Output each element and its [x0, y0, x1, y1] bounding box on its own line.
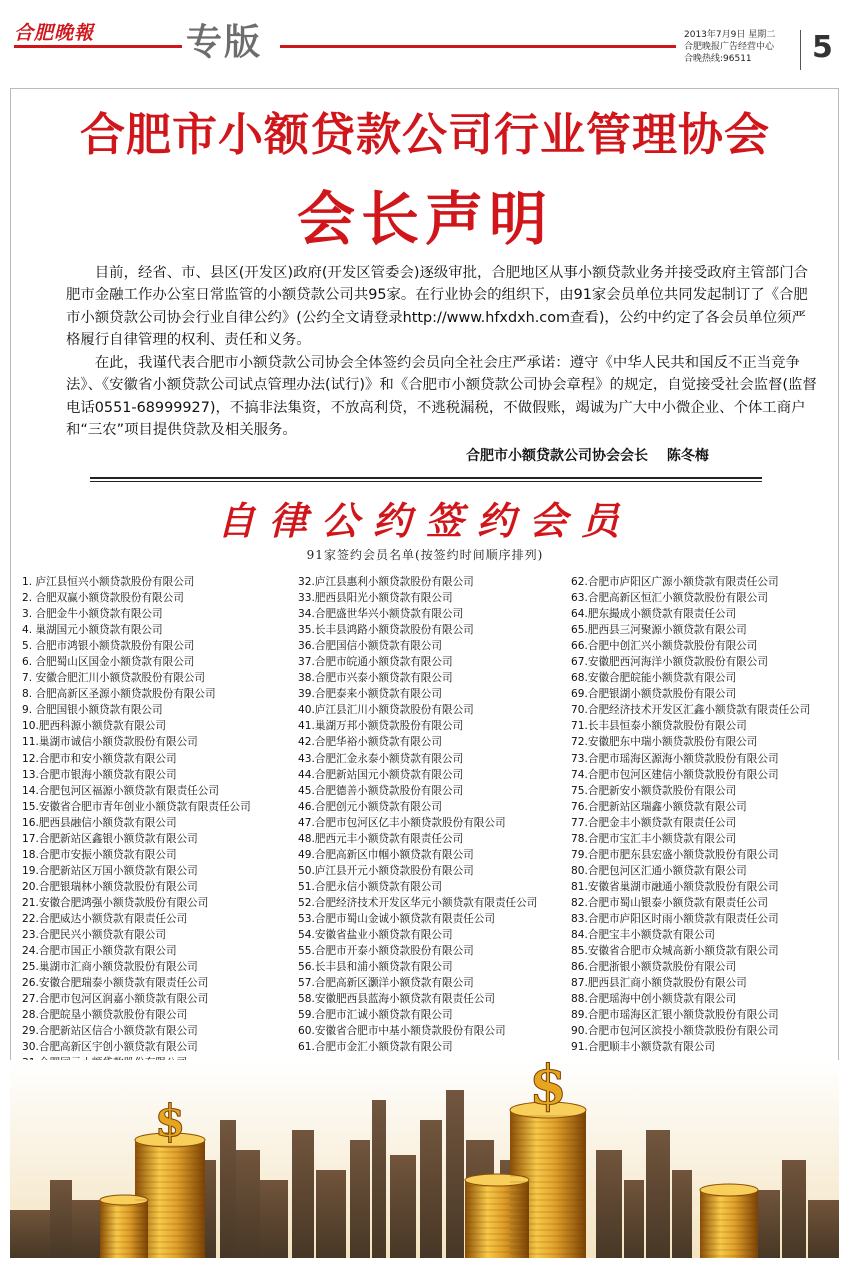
member-item: 41.巢湖万邦小额贷款股份有限公司 — [298, 720, 464, 733]
member-item: 62.合肥市庐阳区广源小额贷款有限责任公司 — [571, 576, 779, 588]
member-item: 25.巢湖市汇商小额贷款股份有限公司 — [22, 961, 198, 974]
member-item: 35.长丰县鸿路小额贷款股份有限公司 — [298, 624, 474, 637]
member-item: 22.合肥威达小额贷款有限责任公司 — [22, 912, 188, 925]
member-item: 70.合肥经济技术开发区汇鑫小额贷款有限责任公司 — [571, 704, 811, 717]
member-item: 44.合肥新站国元小额贷款有限公司 — [298, 768, 464, 781]
member-item: 42.合肥华裕小额贷款有限公司 — [298, 736, 442, 749]
member-item: 20.合肥银瑞林小额贷款股份有限公司 — [22, 880, 198, 893]
member-item: 19.合肥新站区万国小额贷款有限公司 — [22, 864, 198, 877]
signature: 合肥市小额贷款公司协会会长 陈冬梅 — [466, 448, 709, 464]
member-item: 71.长丰县恒泰小额贷款股份有限公司 — [571, 720, 747, 733]
member-item: 3. 合肥金牛小额贷款有限公司 — [22, 608, 163, 621]
member-item: 9. 合肥国银小额贷款有限公司 — [22, 704, 163, 717]
member-item: 37.合肥市皖通小额贷款有限公司 — [298, 656, 453, 669]
member-item: 49.合肥高新区巾帼小额贷款有限公司 — [298, 848, 474, 861]
member-item: 88.合肥瑶海中创小额贷款有限公司 — [571, 993, 737, 1006]
member-item: 79.合肥市肥东县宏盛小额贷款股份有限公司 — [571, 848, 779, 861]
masthead-info — [684, 29, 775, 65]
newspaper-logo: 合肥晚報 — [14, 22, 95, 44]
dollar-icon: $ — [154, 1096, 186, 1147]
member-item: 74.合肥市包河区建信小额贷款股份有限公司 — [571, 768, 779, 781]
member-item: 80.合肥包河区汇通小额贷款有限公司 — [571, 864, 747, 877]
statement-paragraph-1: 目前，经省、市、县区(开发区)政府(开发区管委会)逐级审批，合肥地区从事小额贷款业务并接受政府主管部门合肥市金融工作办公室日常监管的小额贷款公司共95家。在行业协会的组织下，由91家会员单位共同发起制订了《合肥市小额贷款公司协会行业自律公约》(公约全文请登录http://www.hfxdxh.com查看)，公约中约定了各会员单位须严格履行自律管理的权利、责任和义务。 — [66, 265, 808, 349]
divider-rule-thin — [90, 481, 762, 482]
member-item: 13.合肥市银海小额贷款有限公司 — [22, 768, 177, 781]
member-item: 83.合肥市庐阳区时雨小额贷款有限责任公司 — [571, 912, 779, 925]
member-item: 73.合肥市瑶海区源海小额贷款股份有限公司 — [571, 752, 779, 765]
member-item: 5. 合肥市鸿银小额贷款股份有限公司 — [22, 640, 195, 653]
member-item: 24.合肥市国正小额贷款有限公司 — [22, 945, 177, 958]
member-item: 17.合肥新站区鑫银小额贷款有限公司 — [22, 832, 198, 845]
member-item: 77.合肥金丰小额贷款有限责任公司 — [571, 816, 737, 829]
page-number: 5 — [812, 30, 833, 65]
member-item: 46.合肥创元小额贷款有限公司 — [298, 800, 442, 813]
member-item: 30.合肥高新区宇创小额贷款有限公司 — [22, 1041, 198, 1054]
member-item: 4. 巢湖国元小额贷款有限公司 — [22, 624, 163, 637]
headline-line2: 会长声明 — [296, 185, 553, 253]
member-item: 78.合肥市宝汇丰小额贷款有限公司 — [571, 832, 737, 845]
member-item: 34.合肥盛世华兴小额贷款有限公司 — [298, 608, 464, 621]
member-item: 18.合肥市安振小额贷款有限公司 — [22, 848, 177, 861]
member-item: 56.长丰县和浦小额贷款有限公司 — [298, 961, 453, 974]
member-item: 75.合肥新安小额贷款股份有限公司 — [571, 784, 737, 797]
member-item: 64.肥东撮成小额贷款有限责任公司 — [571, 608, 737, 621]
skyline-illustration — [10, 1060, 839, 1258]
member-item: 11.巢湖市诚信小额贷款股份有限公司 — [22, 736, 198, 749]
members-column-3 — [571, 574, 810, 1055]
member-item: 89.合肥市瑶海区汇银小额贷款股份有限公司 — [571, 1009, 779, 1022]
member-item: 27.合肥市包河区润嘉小额贷款有限公司 — [22, 993, 209, 1006]
member-item: 23.合肥民兴小额贷款有限公司 — [22, 929, 166, 942]
member-item: 6. 合肥蜀山区国金小额贷款有限公司 — [22, 656, 195, 669]
member-item: 12.合肥市和安小额贷款有限公司 — [22, 752, 177, 765]
masthead-rule-left — [14, 45, 182, 48]
member-item: 90.合肥市包河区滨投小额贷款股份有限公司 — [571, 1025, 779, 1038]
statement-paragraph-2: 在此，我谨代表合肥市小额贷款公司协会全体签约会员向全社会庄严承诺：遵守《中华人民共和国反不正当竞争法》、《安徽省小额贷款公司试点管理办法(试行)》和《合肥市小额贷款公司协会章程》的规定，自觉接受社会监督(监督电话0551-68999927)，不搞非法集资，不放高利贷，不逃税漏税，不做假账，竭诚为广大中小微企业、个体工商户和“三农”项目提供贷款及相关服务。 — [66, 355, 817, 439]
member-item: 61.合肥市金汇小额贷款有限公司 — [298, 1041, 453, 1054]
member-item: 51.合肥永信小额贷款有限公司 — [298, 880, 442, 893]
member-item: 57.合肥高新区灏洋小额贷款有限公司 — [298, 977, 474, 990]
member-item: 36.合肥国信小额贷款有限公司 — [298, 640, 442, 653]
member-item: 67.安徽肥西河海洋小额贷款股份有限公司 — [571, 656, 768, 669]
member-item: 21.安徽合肥鸿强小额贷款股份有限公司 — [22, 896, 209, 909]
members-column-1 — [22, 574, 251, 1071]
member-item: 26.安徽合肥瑞泰小额贷款有限责任公司 — [22, 977, 209, 990]
masthead-rule-right — [280, 45, 676, 48]
ad-department: 合肥晚报广告经营中心 — [684, 42, 775, 52]
members-title: 自律公约签约会员 — [216, 498, 633, 543]
member-item: 48.肥西元丰小额贷款有限责任公司 — [298, 832, 464, 845]
member-item: 66.合肥中创汇兴小额贷款股份有限公司 — [571, 640, 758, 653]
member-item: 68.安徽合肥皖能小额贷款有限公司 — [571, 672, 737, 685]
member-item: 53.合肥市蜀山金诚小额贷款有限责任公司 — [298, 912, 495, 925]
member-item: 32.庐江县惠利小额贷款股份有限公司 — [298, 576, 474, 588]
member-item: 39.合肥泰来小额贷款有限公司 — [298, 688, 442, 701]
divider-rule — [90, 477, 762, 479]
member-item: 60.安徽省合肥市中基小额贷款股份有限公司 — [298, 1025, 506, 1038]
headline-line1: 合肥市小额贷款公司行业管理协会 — [79, 108, 770, 161]
dollar-icon: $ — [529, 1060, 567, 1117]
member-item: 14.合肥包河区福源小额贷款有限责任公司 — [22, 784, 219, 797]
member-item: 1. 庐江县恒兴小额贷款股份有限公司 — [22, 576, 195, 588]
member-item: 82.合肥市蜀山银泰小额贷款有限责任公司 — [571, 896, 768, 909]
member-item: 55.合肥市开泰小额贷款股份有限公司 — [298, 945, 474, 958]
members-note: 91家签约会员名单(按签约时间顺序排列) — [306, 548, 544, 562]
member-item: 85.安徽省合肥市众城高新小额贷款有限公司 — [571, 945, 779, 958]
member-item: 40.庐江县汇川小额贷款股份有限公司 — [298, 704, 474, 717]
member-item: 29.合肥新站区信合小额贷款有限公司 — [22, 1025, 198, 1038]
member-item: 84.合肥宝丰小额贷款有限公司 — [571, 929, 715, 942]
member-item: 47.合肥市包河区亿丰小额贷款股份有限公司 — [298, 816, 506, 829]
issue-date: 2013年7月9日 星期二 — [684, 30, 776, 40]
hotline: 合晚热线:96511 — [684, 54, 752, 64]
member-item: 72.安徽肥东中瑞小额贷款股份有限公司 — [571, 736, 758, 749]
member-item: 54.安徽省盐业小额贷款有限公司 — [298, 929, 453, 942]
members-column-2 — [298, 574, 537, 1055]
member-item: 63.合肥高新区恒汇小额贷款股份有限公司 — [571, 592, 768, 605]
member-item: 15.安徽省合肥市青年创业小额贷款有限责任公司 — [22, 800, 251, 813]
member-item: 59.合肥市汇诚小额贷款有限公司 — [298, 1009, 453, 1022]
member-item: 52.合肥经济技术开发区华元小额贷款有限责任公司 — [298, 896, 538, 909]
member-item: 45.合肥德善小额贷款股份有限公司 — [298, 784, 464, 797]
section-title: 专版 — [186, 22, 263, 63]
member-item: 91.合肥顺丰小额贷款有限公司 — [571, 1041, 715, 1054]
member-item: 43.合肥汇金永泰小额贷款有限公司 — [298, 752, 464, 765]
member-item: 76.合肥新站区瑞鑫小额贷款有限公司 — [571, 800, 747, 813]
member-item: 58.安徽肥西县蓝海小额贷款有限责任公司 — [298, 993, 495, 1006]
member-item: 2. 合肥双赢小额贷款股份有限公司 — [22, 592, 184, 605]
member-item: 10.肥西科源小额贷款有限公司 — [22, 720, 166, 733]
member-item: 81.安徽省巢湖市融通小额贷款股份有限公司 — [571, 880, 779, 893]
member-item: 87.肥西县汇商小额贷款股份有限公司 — [571, 977, 747, 990]
member-item: 8. 合肥高新区圣源小额贷款股份有限公司 — [22, 688, 216, 701]
member-item: 16.肥西县融信小额贷款有限公司 — [22, 816, 177, 829]
member-item: 38.合肥市兴泰小额贷款有限公司 — [298, 672, 453, 685]
member-item: 50.庐江县开元小额贷款股份有限公司 — [298, 864, 474, 877]
member-item: 65.肥西县三河聚源小额贷款有限公司 — [571, 624, 747, 637]
member-item: 7. 安徽合肥汇川小额贷款股份有限公司 — [22, 672, 205, 685]
member-item: 86.合肥浙银小额贷款股份有限公司 — [571, 961, 737, 974]
member-item: 69.合肥银湖小额贷款股份有限公司 — [571, 688, 737, 701]
masthead-divider — [800, 30, 801, 70]
member-item: 28.合肥皖垦小额贷款股份有限公司 — [22, 1009, 188, 1022]
member-item: 33.肥西县阳光小额贷款有限公司 — [298, 592, 453, 605]
